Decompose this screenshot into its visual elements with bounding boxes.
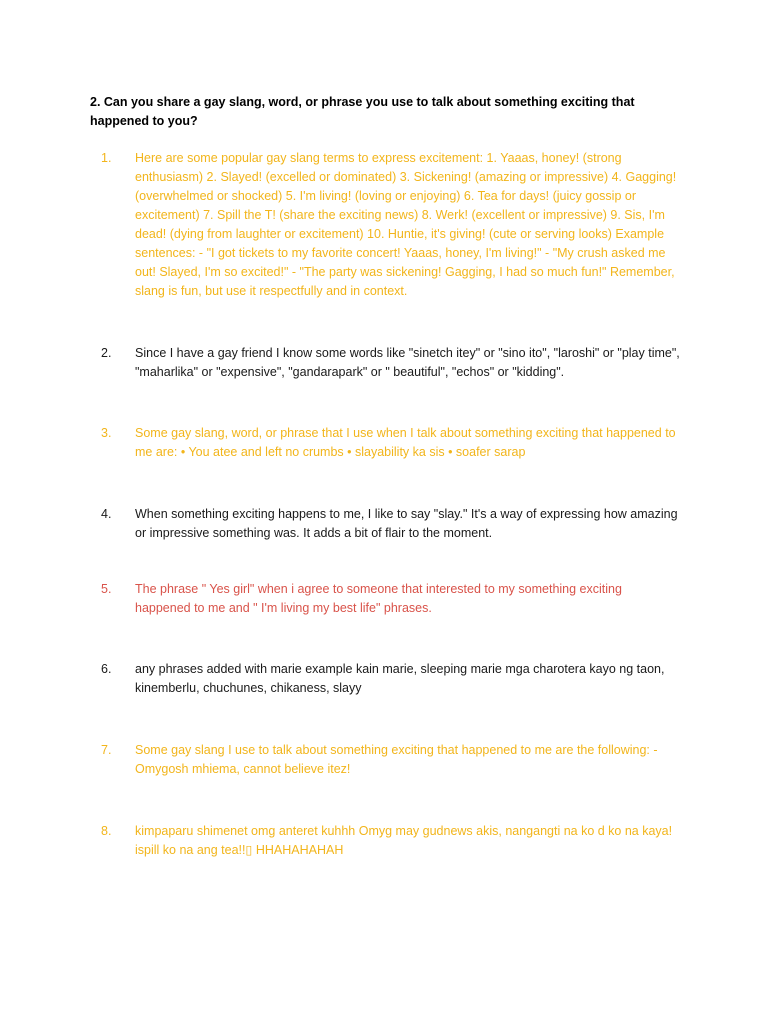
answer-number: 6.: [101, 662, 112, 676]
answer-text: Here are some popular gay slang terms to express excitement: 1. Yaaas, honey! (strong enthusiasm) 2. Slayed! (excelled or dominated) 3. Sickening! (amazing or impressive) 4. Gagging! (overwhelmed or shocked) 5. I'm living! (loving or enjoying) 6. Tea for days! (juicy gossip or excitement) 7. Spill the T! (share the exciting news) 8. Werk! (excellent or impressive) 9. Sis, I'm dead! (dying from laughter or excitement) 10. Huntie, it's giving! (cute or serving looks) Example sentences: - "I got tickets to my favorite concert! Yaaas, honey, I'm living!" - "My crush asked me out! Slayed, I'm so excited!" - "The party was sickening! Gagging, I had so much fun!" Remember, slang is fun, but use it respectfully and in context.: [135, 151, 677, 298]
answer-item-3: [90, 424, 680, 462]
answer-number: 1.: [101, 151, 112, 165]
answer-text: The phrase " Yes girl" when i agree to someone that interested to my something exciting happened to me and " I'm living my best life" phrases.: [135, 582, 622, 615]
question-heading: 2. Can you share a gay slang, word, or phrase you use to talk about something exciting that happened to you?: [90, 95, 635, 128]
answer-number: 4.: [101, 507, 112, 521]
answer-number: 8.: [101, 824, 112, 838]
answer-number: 2.: [101, 346, 112, 360]
answer-text: When something exciting happens to me, I like to say "slay." It's a way of expressing how amazing or impressive something was. It adds a bit of flair to the moment.: [135, 507, 678, 540]
answer-number: 7.: [101, 743, 112, 757]
answer-number: 3.: [101, 426, 112, 440]
answer-text: Some gay slang, word, or phrase that I use when I talk about something exciting that happened to me are: • You atee and left no crumbs • slayability ka sis • soafer sarap: [135, 426, 676, 459]
answer-item-5: [90, 580, 680, 618]
answer-number: 5.: [101, 582, 112, 596]
answer-item-2: [90, 344, 680, 382]
answer-item-6: [90, 660, 680, 698]
answer-list: [90, 149, 680, 860]
answer-text: Since I have a gay friend I know some words like "sinetch itey" or "sino ito", "laroshi" or "play time", "maharlika" or "expensive", "gandarapark" or " beautiful", "echos" or "kidding".: [135, 346, 680, 379]
answer-text: kimpaparu shimenet omg anteret kuhhh Omyg may gudnews akis, nangangti na ko d ko na kaya! ispill ko na ang tea!!▯ HHAHAHAHAH: [135, 824, 673, 857]
answer-text: any phrases added with marie example kain marie, sleeping marie mga charotera kayo ng taon, kinemberlu, chuchunes, chikaness, slayy: [135, 662, 665, 695]
answer-item-8: [90, 822, 680, 860]
answer-item-7: [90, 741, 680, 779]
answer-text: Some gay slang I use to talk about something exciting that happened to me are the following: - Omygosh mhiema, cannot believe itez!: [135, 743, 658, 776]
answer-item-1: [90, 149, 680, 301]
answer-item-4: [90, 505, 680, 543]
